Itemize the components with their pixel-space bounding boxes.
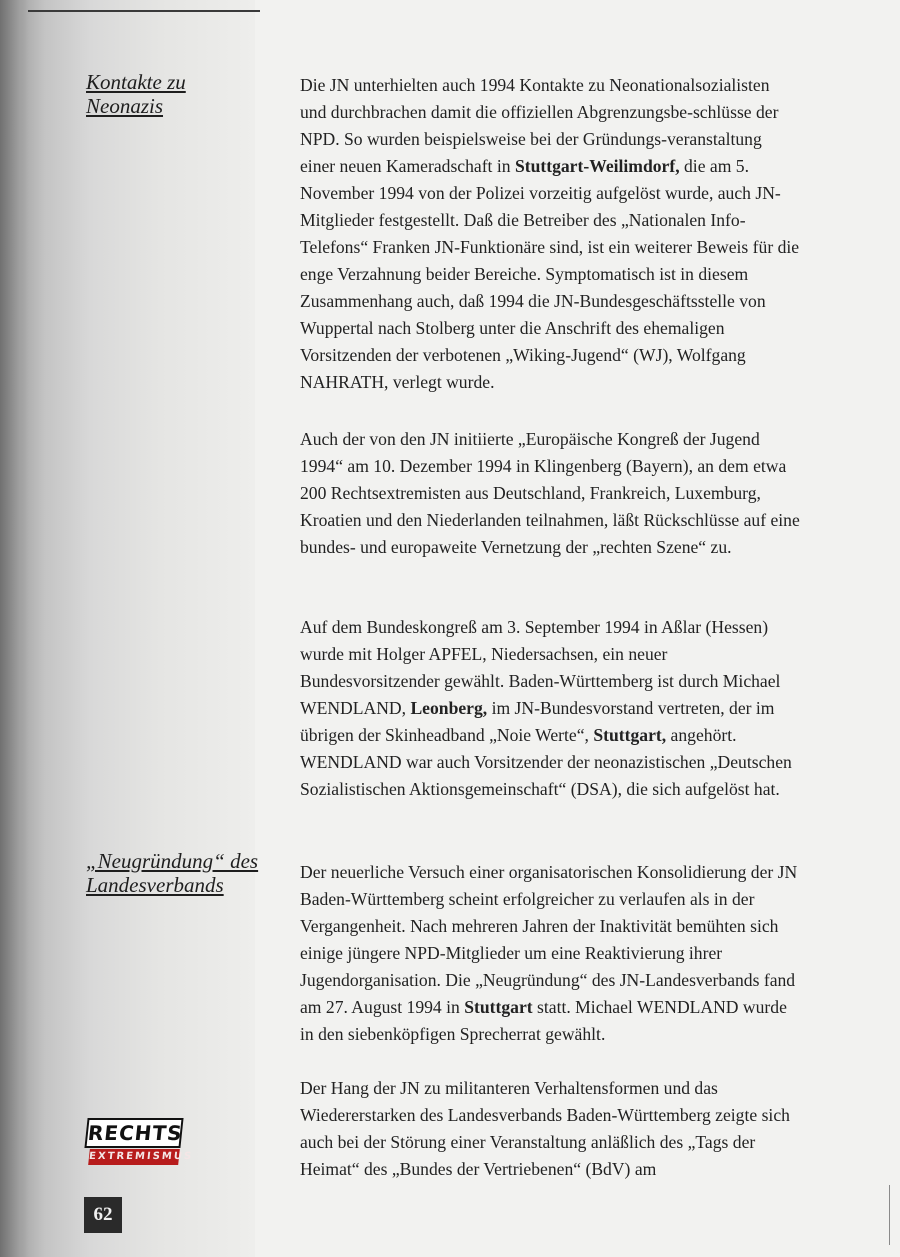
top-rule — [28, 10, 260, 12]
rechtsextremismus-logo — [86, 1118, 194, 1168]
paragraph-1 — [300, 72, 800, 396]
paragraph-1-text-a: Die JN unterhielten auch 1994 Kontakte zu Neonationalsozialisten und durchbrachen damit die offiziellen Abgrenzungsbe-schlüsse der NPD. So wurden beispielsweise bei der Gründungs-veranstaltung einer neuen Kameradschaft in — [300, 75, 779, 176]
margin-heading-neugruendung-line1: „Neugründung“ des — [86, 849, 259, 873]
paragraph-3-text-a: Auf dem Bundeskongreß am 3. September 1994 in Aßlar (Hessen) wurde mit Holger APFEL, Niedersachsen, ein neuer Bundesvorsitzender gewählt. Baden-Württemberg ist durch Michael WENDLAND, — [300, 617, 781, 718]
paragraph-2: Auch der von den JN initiierte „Europäische Kongreß der Jugend 1994“ am 10. Dezember 1994 in Klingenberg (Bayern), an dem etwa 200 Rechtsextremisten aus Deutschland, Frankreich, Luxemburg, Kroatien und den Niederlanden teilnahmen, läßt Rückschlüsse auf eine bundes- und europaweite Vernetzung der „rechten Szene“ zu. — [300, 429, 800, 557]
binding-shadow — [0, 0, 28, 1257]
paragraph-4-text-a: Der neuerliche Versuch einer organisatorischen Konsolidierung der JN Baden-Württemberg scheint erfolgreicher zu verlaufen als in der Vergangenheit. Nach mehreren Jahren der Inaktivität bemühten sich einige jüngere NPD-Mitglieder um eine Reaktivierung ihrer Jugendorganisation. Die „Neugründung“ des JN-Landesverbands fand am 27. August 1994 in — [300, 862, 798, 1017]
paragraph-3 — [300, 614, 800, 803]
paragraph-5: Der Hang der JN zu militanteren Verhaltensformen und das Wiedererstarken des Landesverbands Baden-Württemberg zeigte sich auch bei der Störung einer Veranstaltung anläßlich des „Tags der Heimat“ des „Bundes der Vertriebenen“ (BdV) am — [300, 1078, 790, 1179]
margin-heading-neugruendung-line2: Landesverbands — [86, 873, 224, 897]
edge-mark — [889, 1185, 890, 1245]
paragraph-3-text-e: angehört. WENDLAND war auch Vorsitzender der neonazistischen „Deutschen Sozialistischen Aktionsgemeinschaft“ (DSA), die sich aufgelöst hat. — [300, 725, 792, 799]
margin-heading-kontakte — [86, 70, 186, 118]
margin-column — [0, 0, 255, 1257]
paragraph-1-text-c: die am 5. November 1994 von der Polizei vorzeitig aufgelöst wurde, auch JN-Mitglieder festgestellt. Daß die Betreiber des „Nationalen Info-Telefons“ Franken JN-Funktionäre sind, ist ein weiterer Beweis für die enge Verzahnung beider Bereiche. Symptomatisch ist in diesem Zusammenhang auch, daß 1994 die JN-Bundesgeschäftsstelle von Wuppertal nach Stolberg unter die Anschrift des ehemaligen Vorsitzenden der verbotenen „Wiking-Jugend“ (WJ), Wolfgang NAHRATH, verlegt wurde. — [300, 156, 800, 392]
margin-heading-kontakte-line2: Neonazis — [86, 94, 164, 118]
paragraph-3-bold-stuttgart: Stuttgart, — [593, 725, 667, 745]
paragraph-1-bold-place: Stuttgart-Weilimdorf, — [514, 156, 680, 176]
paragraph-3-text-c: im JN-Bundesvorstand vertreten, der im übrigen der Skinheadband „Noie Werte“, — [300, 698, 775, 745]
margin-heading-kontakte-line1: Kontakte zu — [86, 70, 186, 94]
paragraph-4-bold-stuttgart: Stuttgart — [464, 997, 533, 1017]
logo-word-rechts: RECHTS — [84, 1118, 183, 1148]
paragraph-4 — [300, 859, 800, 1048]
page-number: 62 — [84, 1197, 122, 1233]
margin-heading-neugruendung — [86, 849, 258, 897]
paragraph-4-text-c: statt. Michael WENDLAND wurde in den siebenköpfigen Sprecherrat gewählt. — [300, 997, 787, 1044]
paragraph-3-bold-leonberg: Leonberg, — [410, 698, 488, 718]
logo-word-extremismus: EXTREMISMUS — [88, 1149, 180, 1165]
